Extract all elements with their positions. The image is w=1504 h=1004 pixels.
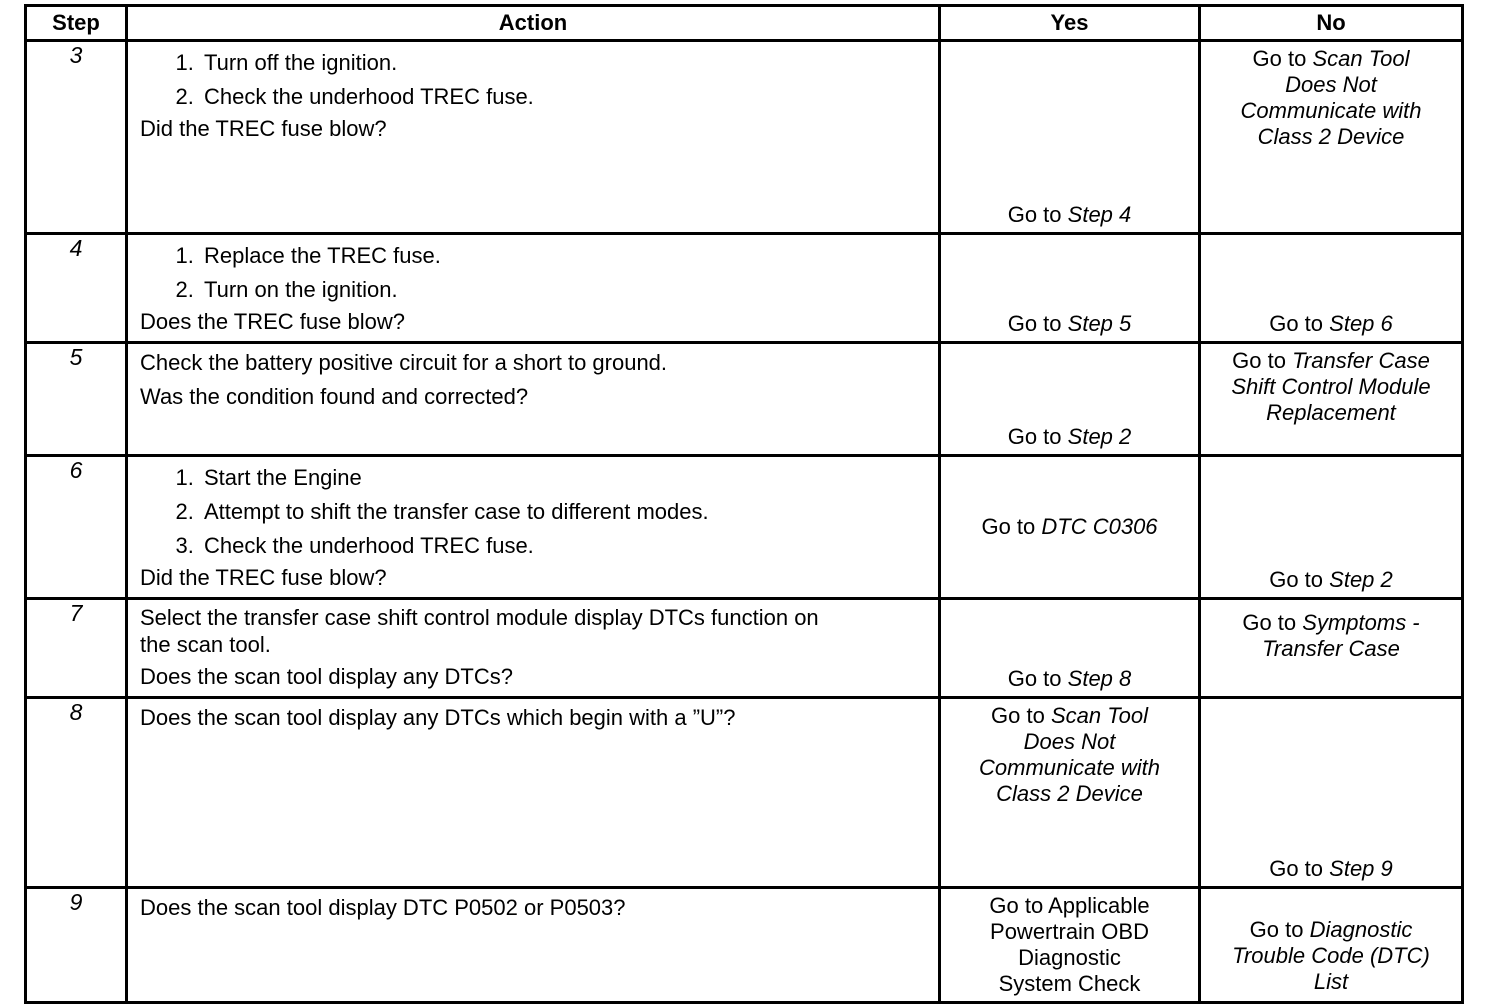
goto-line: Go to Applicable	[989, 893, 1150, 918]
goto-prefix: Go to	[1007, 311, 1062, 336]
goto-link: Step 4	[1067, 202, 1132, 227]
action-question: Was the condition found and corrected?	[140, 384, 529, 409]
step-number: 5	[26, 343, 127, 456]
step-number: 6	[26, 456, 127, 599]
goto-link-line: Trouble Code (DTC)	[1232, 943, 1430, 968]
yes-cell	[940, 343, 1200, 456]
no-cell	[1200, 234, 1463, 343]
yes-cell	[940, 456, 1200, 599]
action-cell	[127, 599, 940, 698]
goto-link-line: Transfer Case	[1292, 348, 1430, 373]
action-steps	[140, 239, 928, 307]
no-goto[interactable]	[1201, 856, 1461, 882]
action-step: 2. Check the underhood TREC fuse.	[200, 80, 928, 114]
no-goto[interactable]	[1201, 348, 1461, 426]
goto-link-line: List	[1313, 969, 1349, 994]
goto-link: Step 2	[1067, 424, 1132, 449]
goto-prefix: Go to	[981, 514, 1036, 539]
goto-link-line: Replacement	[1266, 400, 1396, 425]
yes-cell	[940, 234, 1200, 343]
action-cell	[127, 888, 940, 1003]
action-step: 2. Turn on the ignition.	[200, 273, 928, 307]
action-text-line: the scan tool.	[140, 632, 271, 657]
action-step: 1. Replace the TREC fuse.	[200, 239, 928, 273]
goto-link-line: Shift Control Module	[1231, 374, 1431, 399]
yes-cell	[940, 41, 1200, 234]
no-cell	[1200, 343, 1463, 456]
goto-line: Diagnostic	[1018, 945, 1121, 970]
yes-goto[interactable]	[941, 703, 1198, 807]
action-step: 2. Attempt to shift the transfer case to different modes.	[200, 495, 928, 529]
action-question: Did the TREC fuse blow?	[140, 565, 387, 590]
goto-link-line: Class 2 Device	[996, 781, 1143, 806]
no-goto[interactable]	[1201, 567, 1461, 593]
action-step: 3. Check the underhood TREC fuse.	[200, 529, 928, 563]
no-goto[interactable]	[1201, 917, 1461, 995]
table-row	[26, 41, 1463, 234]
yes-cell	[940, 698, 1200, 888]
goto-link: Step 8	[1067, 666, 1132, 691]
goto-prefix: Go to	[1269, 567, 1324, 592]
table-row	[26, 599, 1463, 698]
goto-link: Step 9	[1329, 856, 1393, 881]
action-question: Does the TREC fuse blow?	[140, 309, 405, 334]
yes-goto[interactable]	[941, 666, 1198, 692]
goto-link-line: Does Not	[1285, 72, 1377, 97]
goto-prefix: Go to	[991, 703, 1045, 728]
yes-goto[interactable]	[941, 514, 1198, 540]
header-no: No	[1200, 6, 1463, 41]
goto-link-line: Communicate with	[979, 755, 1160, 780]
action-cell	[127, 456, 940, 599]
step-number: 7	[26, 599, 127, 698]
yes-goto[interactable]	[941, 424, 1198, 450]
goto-prefix: Go to	[1269, 311, 1324, 336]
yes-cell	[940, 888, 1200, 1003]
goto-link-line: Transfer Case	[1262, 636, 1400, 661]
goto-link: DTC C0306	[1041, 514, 1158, 539]
action-question: Does the scan tool display DTC P0502 or P0503?	[140, 895, 626, 920]
header-step: Step	[26, 6, 127, 41]
action-text: Check the battery positive circuit for a short to ground.	[140, 350, 668, 375]
no-cell	[1200, 41, 1463, 234]
goto-line: System Check	[998, 971, 1141, 996]
no-goto[interactable]	[1201, 311, 1461, 337]
goto-prefix: Go to	[1007, 424, 1062, 449]
step-number: 4	[26, 234, 127, 343]
no-goto[interactable]	[1201, 46, 1461, 150]
goto-prefix: Go to	[1252, 46, 1307, 71]
header-yes: Yes	[940, 6, 1200, 41]
goto-link-line: Class 2 Device	[1257, 124, 1405, 149]
goto-link-line: Symptoms -	[1302, 610, 1420, 635]
action-question: Does the scan tool display any DTCs which begin with a ”U”?	[140, 705, 736, 730]
goto-link: Step 5	[1067, 311, 1132, 336]
no-cell	[1200, 599, 1463, 698]
goto-prefix: Go to	[1242, 610, 1297, 635]
goto-link: Step 2	[1329, 567, 1393, 592]
diagnostic-table	[24, 4, 1464, 1004]
no-goto[interactable]	[1201, 610, 1461, 662]
table-row	[26, 456, 1463, 599]
action-step: 1. Turn off the ignition.	[200, 46, 928, 80]
no-cell	[1200, 698, 1463, 888]
action-cell	[127, 343, 940, 456]
yes-goto[interactable]	[941, 311, 1198, 337]
table-row	[26, 888, 1463, 1003]
goto-link-line: Scan Tool	[1050, 703, 1148, 728]
action-question: Does the scan tool display any DTCs?	[140, 664, 513, 689]
action-text-line: Select the transfer case shift control module display DTCs function on	[140, 605, 819, 630]
no-cell	[1200, 456, 1463, 599]
goto-prefix: Go to	[1007, 202, 1062, 227]
action-steps	[140, 461, 928, 563]
yes-goto[interactable]	[941, 202, 1198, 228]
step-number: 8	[26, 698, 127, 888]
header-action: Action	[127, 6, 940, 41]
goto-link-line: Communicate with	[1240, 98, 1422, 123]
goto-prefix: Go to	[1269, 856, 1324, 881]
yes-cell	[940, 599, 1200, 698]
action-steps	[140, 46, 928, 114]
goto-prefix: Go to	[1249, 917, 1304, 942]
table-row	[26, 698, 1463, 888]
action-cell	[127, 698, 940, 888]
goto-line: Powertrain OBD	[990, 919, 1149, 944]
table-row	[26, 343, 1463, 456]
step-number: 9	[26, 888, 127, 1003]
action-cell	[127, 234, 940, 343]
table-row	[26, 234, 1463, 343]
goto-link-line: Does Not	[1023, 729, 1116, 754]
no-cell	[1200, 888, 1463, 1003]
action-cell	[127, 41, 940, 234]
action-step: 1. Start the Engine	[200, 461, 928, 495]
goto-prefix: Go to	[1232, 348, 1286, 373]
goto-link-line: Diagnostic	[1309, 917, 1413, 942]
header-row	[26, 6, 1463, 41]
step-number: 3	[26, 41, 127, 234]
yes-goto[interactable]	[941, 893, 1198, 997]
goto-prefix: Go to	[1007, 666, 1062, 691]
goto-link: Step 6	[1329, 311, 1393, 336]
action-question: Did the TREC fuse blow?	[140, 116, 387, 141]
goto-link-line: Scan Tool	[1312, 46, 1410, 71]
